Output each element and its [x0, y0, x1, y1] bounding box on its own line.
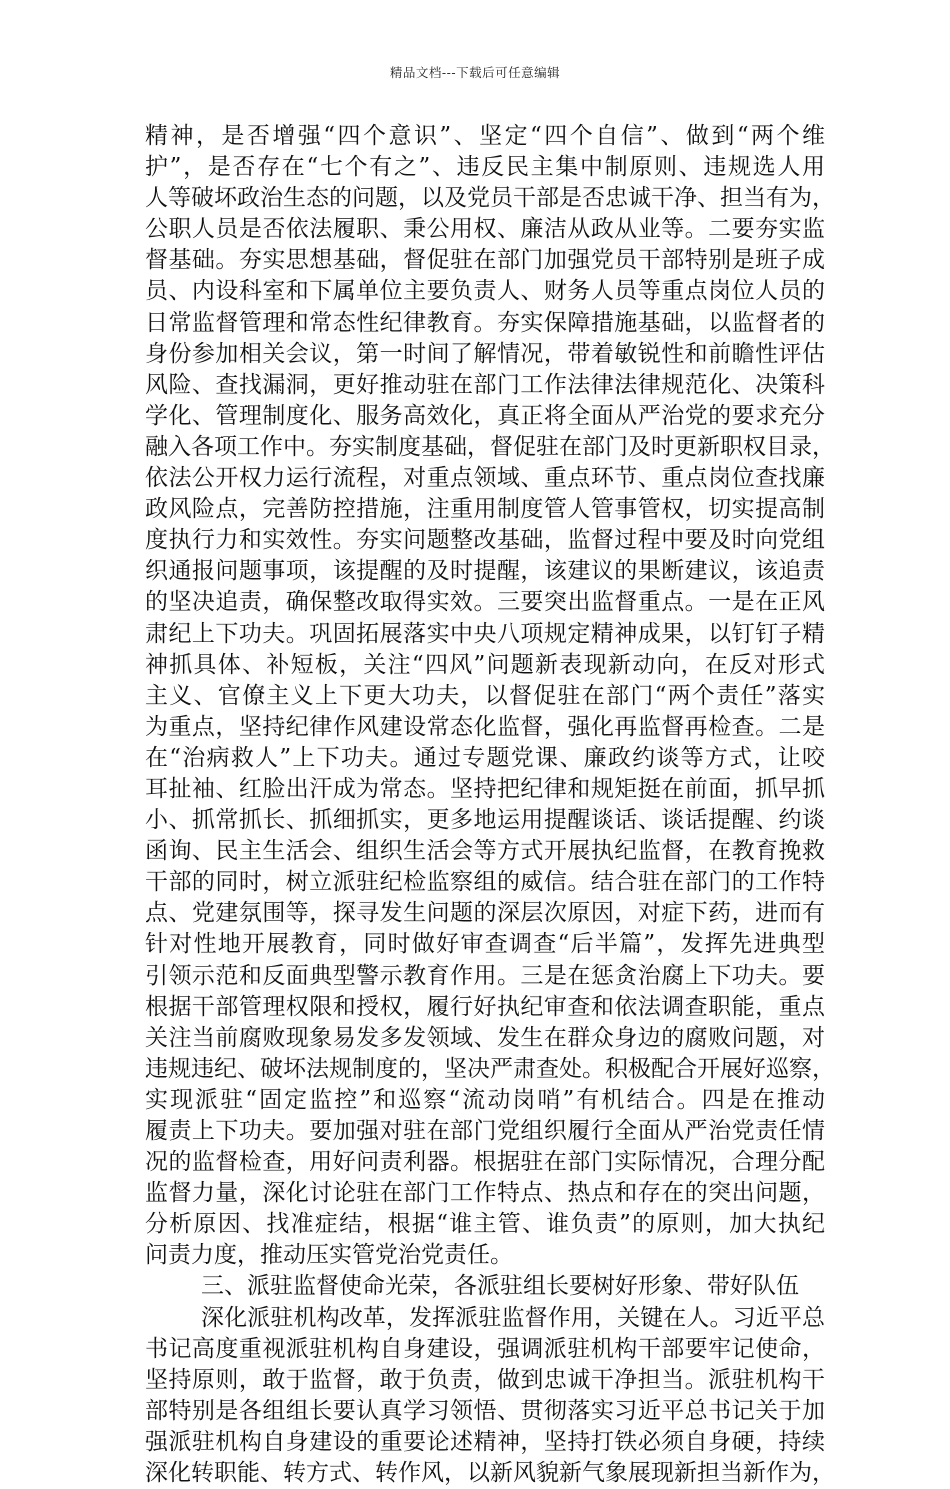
text-line: 违规违纪、破坏法规制度的，坚决严肃查处。积极配合开展好巡察，	[145, 1055, 835, 1082]
page-header: 精品文档---下载后可任意编辑	[389, 65, 561, 80]
text-line: 织通报问题事项，该提醒的及时提醒，该建议的果断建议，该追责	[145, 558, 825, 585]
text-line: 融入各项工作中。夯实制度基础，督促驻在部门及时更新职权目录，	[145, 433, 835, 460]
text-line: 政风险点，完善防控措施，注重用制度管人管事管权，切实提高制	[145, 496, 825, 523]
text-line: 干部的同时，树立派驻纪检监察组的威信。结合驻在部门的工作特	[145, 869, 825, 896]
text-line: 公职人员是否依法履职、秉公用权、廉洁从政从业等。二要夯实监	[145, 216, 825, 243]
section-heading: 三、派驻监督使命光荣，各派驻组长要树好形象、带好队伍	[201, 1273, 799, 1300]
text-line: 主义、官僚主义上下更大功夫，以督促驻在部门“两个责任”落实	[145, 682, 825, 709]
text-line: 部特别是各组组长要认真学习领悟、贯彻落实习近平总书记关于加	[145, 1397, 825, 1424]
text-line: 依法公开权力运行流程，对重点领域、重点环节、重点岗位查找廉	[145, 465, 825, 492]
text-line: 书记高度重视派驻机构自身建设，强调派驻机构干部要牢记使命，	[145, 1335, 825, 1362]
text-line: 强派驻机构自身建设的重要论述精神，坚持打铁必须自身硬，持续	[145, 1428, 825, 1455]
text-line: 精神，是否增强“四个意识”、坚定“四个自信”、做到“两个维	[145, 123, 825, 149]
text-line: 度执行力和实效性。夯实问题整改基础，监督过程中要及时向党组	[145, 527, 825, 554]
text-line: 况的监督检查，用好问责利器。根据驻在部门实际情况，合理分配	[145, 1149, 825, 1176]
text-line: 监督力量，深化讨论驻在部门工作特点、热点和存在的突出问题，	[145, 1180, 825, 1207]
text-line: 风险、查找漏洞，更好推动驻在部门工作法律法律规范化、决策科	[145, 371, 825, 398]
text-line: 函询、民主生活会、组织生活会等方式开展执纪监督，在教育挽救	[145, 838, 825, 865]
text-line: 人等破坏政治生态的问题，以及党员干部是否忠诚干净、担当有为，	[145, 185, 835, 212]
text-line: 日常监督管理和常态性纪律教育。夯实保障措施基础，以监督者的	[145, 309, 825, 336]
text-line: 坚持原则，敢于监督，敢于负责，做到忠诚干净担当。派驻机构干	[145, 1366, 825, 1393]
text-line: 神抓具体、补短板，关注“四风”问题新表现新动向，在反对形式	[145, 651, 825, 678]
text-line: 员、内设科室和下属单位主要负责人、财务人员等重点岗位人员的	[145, 278, 825, 305]
text-line: 的坚决追责，确保整改取得实效。三要突出监督重点。一是在正风	[145, 589, 825, 616]
text-line: 身份参加相关会议，第一时间了解情况，带着敏锐性和前瞻性评估	[145, 340, 825, 367]
text-line: 小、抓常抓长、抓细抓实，更多地运用提醒谈话、谈话提醒、约谈	[145, 807, 825, 834]
paragraph-first-line: 深化派驻机构改革，发挥派驻监督作用，关键在人。习近平总	[201, 1304, 825, 1331]
text-line: 学化、管理制度化、服务高效化，真正将全面从严治党的要求充分	[145, 402, 825, 429]
text-line: 为重点，坚持纪律作风建设常态化监督，强化再监督再检查。二是	[145, 713, 825, 740]
text-line: 督基础。夯实思想基础，督促驻在部门加强党员干部特别是班子成	[145, 247, 825, 274]
text-line: 深化转职能、转方式、转作风，以新风貌新气象展现新担当新作为，	[145, 1460, 835, 1487]
text-line: 针对性地开展教育，同时做好审查调查“后半篇”，发挥先进典型	[145, 931, 825, 958]
text-line: 在“治病救人”上下功夫。通过专题党课、廉政约谈等方式，让咬	[145, 744, 825, 771]
text-line: 关注当前腐败现象易发多发领域、发生在群众身边的腐败问题，对	[145, 1024, 825, 1051]
document-body	[145, 121, 835, 1489]
text-line: 分析原因、找准症结，根据“谁主管、谁负责”的原则，加大执纪	[145, 1211, 825, 1238]
text-line: 引领示范和反面典型警示教育作用。三是在惩贪治腐上下功夫。要	[145, 962, 825, 989]
text-line: 肃纪上下功夫。巩固拓展落实中央八项规定精神成果，以钉钉子精	[145, 620, 825, 647]
text-line: 履责上下功夫。要加强对驻在部门党组织履行全面从严治党责任情	[145, 1118, 825, 1144]
text-line: 实现派驻“固定监控”和巡察“流动岗哨”有机结合。四是在推动	[145, 1086, 825, 1113]
paragraph-last-line: 问责力度，推动压实管党治党责任。	[145, 1242, 513, 1269]
text-line: 点、党建氛围等，探寻发生问题的深层次原因，对症下药，进而有	[145, 900, 825, 927]
text-line: 根据干部管理权限和授权，履行好执纪审查和依法调查职能，重点	[145, 993, 825, 1020]
text-line: 护”，是否存在“七个有之”、违反民主集中制原则、违规选人用	[145, 154, 825, 181]
text-line: 耳扯袖、红脸出汗成为常态。坚持把纪律和规矩挺在前面，抓早抓	[145, 775, 825, 802]
